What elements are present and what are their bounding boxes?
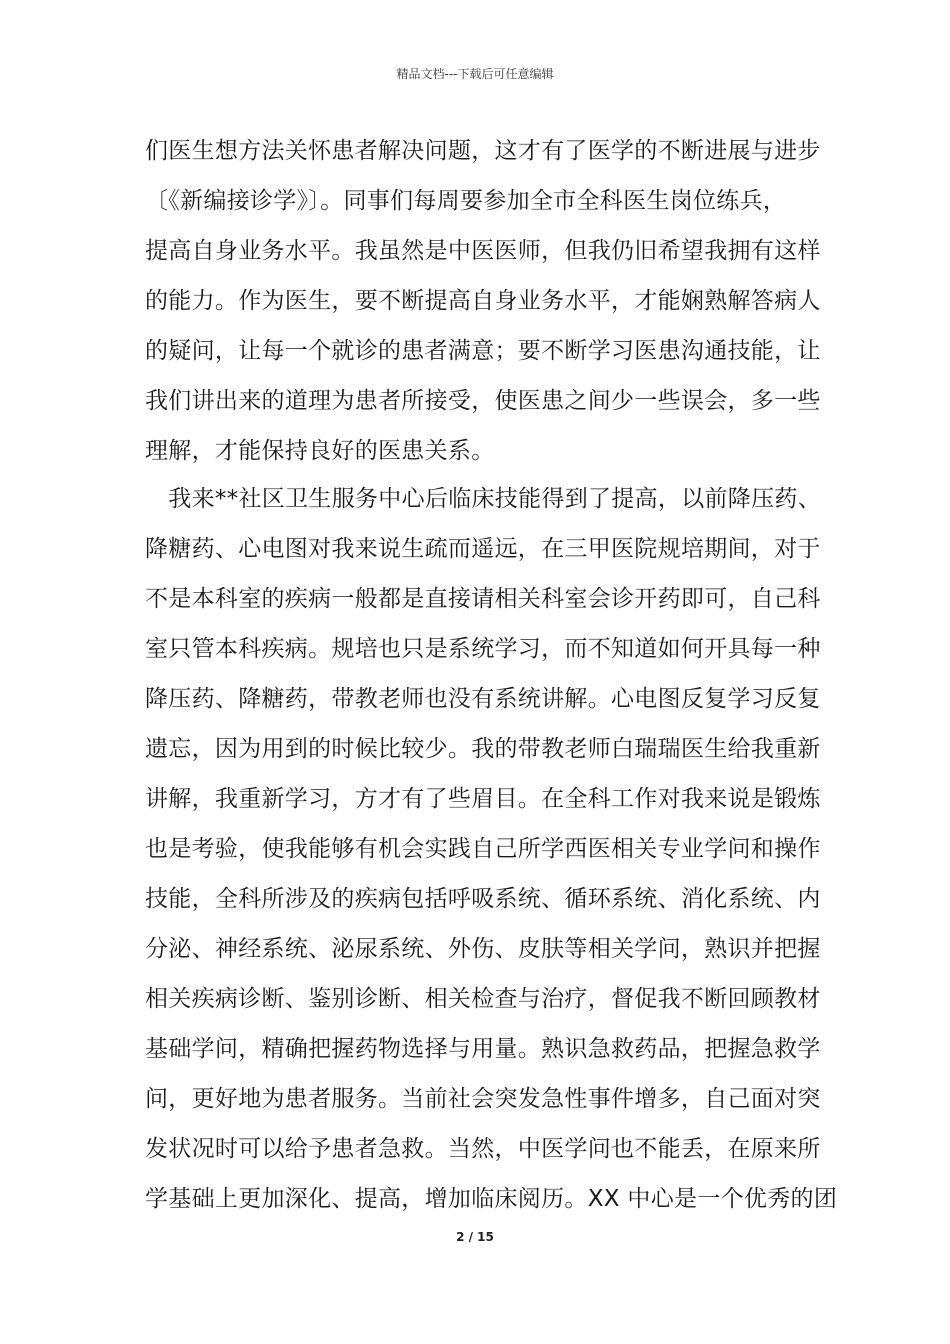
text-line: 相关疾病诊断、鉴别诊断、相关检查与治疗，督促我不断回顾教材 [145, 986, 821, 1012]
text-line: 们医生想方法关怀患者解决问题，这才有了医学的不断进展与进步 [145, 138, 821, 164]
text-line: 理解，才能保持良好的医患关系。 [145, 438, 495, 464]
text-line: 的能力。作为医生，要不断提高自身业务水平，才能娴熟解答病人 [145, 288, 821, 314]
text-line: 分泌、神经系统、泌尿系统、外伤、皮肤等相关学问，熟识并把握 [145, 936, 821, 962]
text-line: 也是考验，使我能够有机会实践自己所学西医相关专业学问和操作 [145, 836, 821, 862]
text-line: 技能，全科所涉及的疾病包括呼吸系统、循环系统、消化系统、内 [145, 886, 821, 912]
text-line: 问，更好地为患者服务。当前社会突发急性事件增多，自己面对突 [145, 1086, 821, 1112]
text-line: 学基础上更加深化、提高，增加临床阅历。XX 中心是一个优秀的团 [145, 1186, 838, 1212]
text-line: 遗忘，因为用到的时候比较少。我的带教老师白瑞瑞医生给我重新 [145, 736, 821, 762]
text-line: 发状况时可以给予患者急救。当然，中医学问也不能丢，在原来所 [145, 1136, 821, 1162]
text-line: 提高自身业务水平。我虽然是中医医师，但我仍旧希望我拥有这样 [145, 238, 821, 264]
text-line: 室只管本科疾病。规培也只是系统学习，而不知道如何开具每一种 [145, 636, 821, 662]
text-line: 不是本科室的疾病一般都是直接请相关科室会诊开药即可，自己科 [145, 586, 821, 612]
page-header: 精品文档---下载后可任意编辑 [396, 67, 554, 81]
text-line: 我们讲出来的道理为患者所接受，使医患之间少一些误会，多一些 [145, 388, 821, 414]
text-line: 的疑问，让每一个就诊的患者满意；要不断学习医患沟通技能，让 [145, 338, 821, 364]
text-line: 讲解，我重新学习，方才有了些眉目。在全科工作对我来说是锻炼 [145, 786, 821, 812]
text-line: 降糖药、心电图对我来说生疏而遥远，在三甲医院规培期间，对于 [145, 536, 821, 562]
text-line: 基础学问，精确把握药物选择与用量。熟识急救药品，把握急救学 [145, 1036, 821, 1062]
page-number: 2 / 15 [456, 1230, 494, 1244]
text-line: 降压药、降糖药，带教老师也没有系统讲解。心电图反复学习反复 [145, 686, 821, 712]
paragraph-start-line: 我来**社区卫生服务中心后临床技能得到了提高，以前降压药、 [145, 486, 821, 512]
text-line: 〔《新编接诊学》〕。同事们每周要参加全市全科医生岗位练兵， [145, 188, 787, 214]
